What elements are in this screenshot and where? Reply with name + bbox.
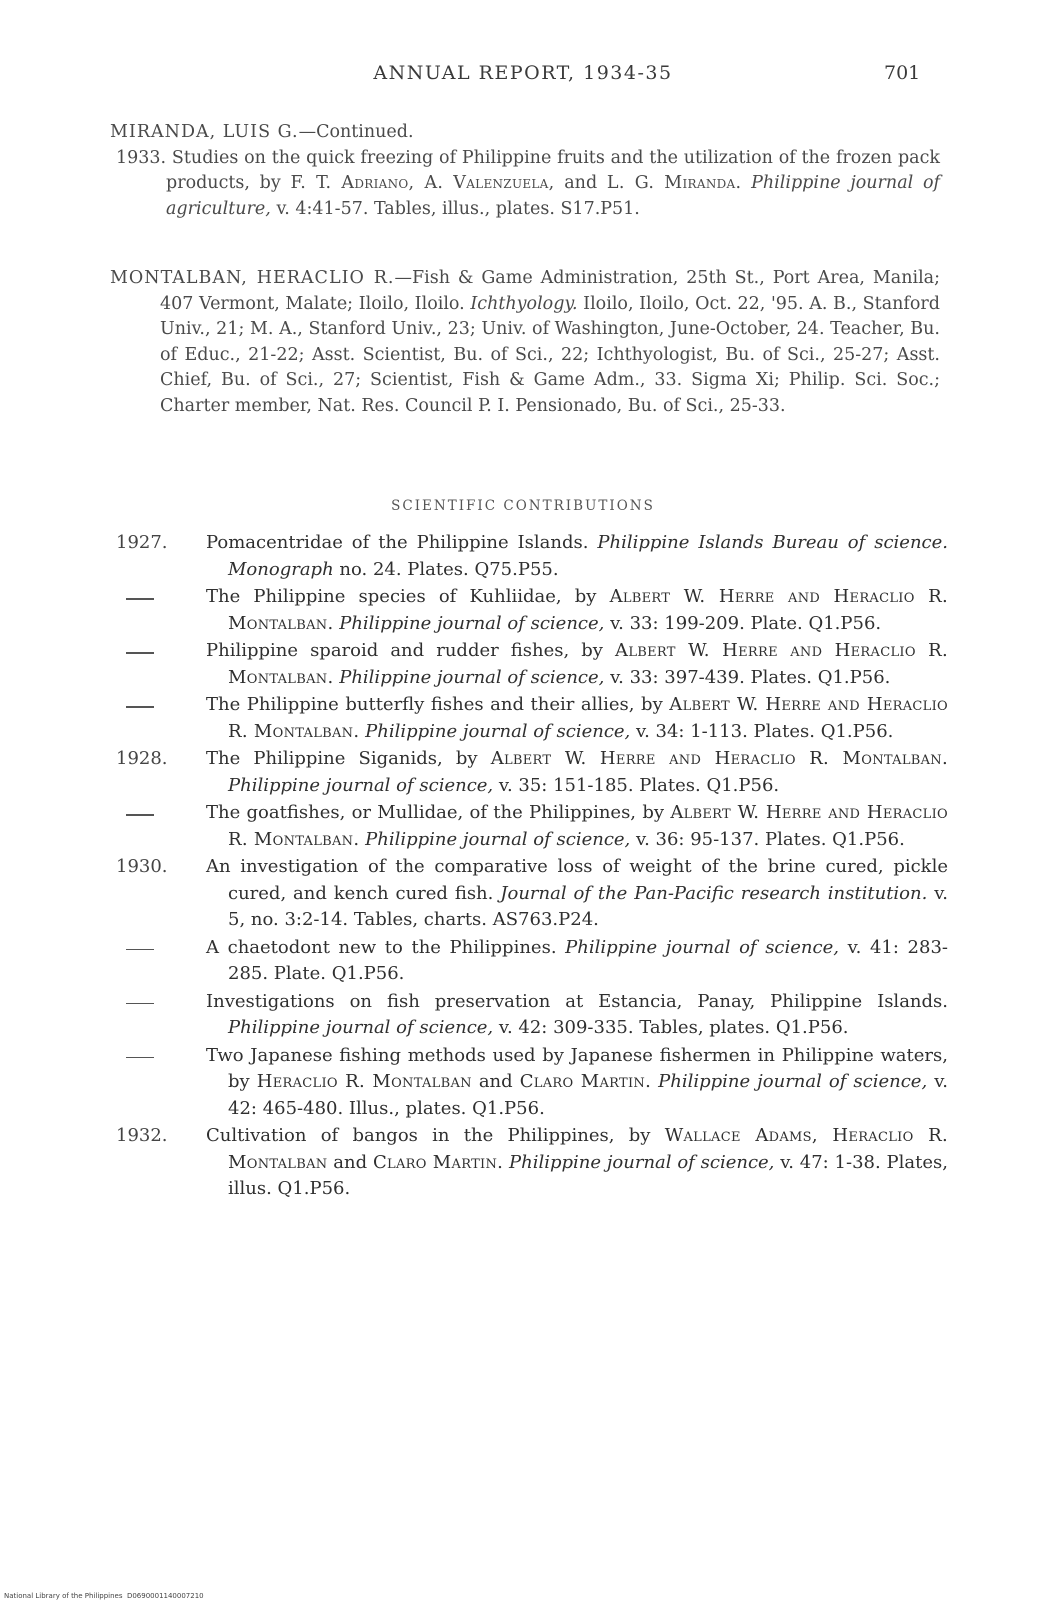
contribution-text xyxy=(206,530,948,583)
contribution-details: v. 41: 283-285. Plate. Q1.P56. xyxy=(228,936,948,984)
contribution-year: 1927. xyxy=(116,532,168,553)
contribution-journal: Philippine journal of science, xyxy=(339,612,605,634)
contribution-authors: Albert W. Herre and Heraclio R. Montalban. xyxy=(228,586,948,634)
person-name: MIRANDA, LUIS G. xyxy=(110,122,299,142)
ditto-dash xyxy=(126,1003,154,1005)
contribution-item xyxy=(116,692,948,745)
contribution-authors: Albert W. Herre and Heraclio R. Montalban. xyxy=(228,802,948,850)
contribution-item xyxy=(116,1123,948,1203)
contribution-details: v. 42: 309-335. Tables, plates. Q1.P56. xyxy=(498,1017,849,1038)
citation-and: and xyxy=(564,173,598,193)
contribution-text xyxy=(206,854,948,934)
entry-miranda-header xyxy=(110,120,940,146)
entry-montalban xyxy=(110,266,940,419)
contribution-authors-2: Claro Martin. xyxy=(372,1151,504,1173)
contribution-text xyxy=(206,800,948,853)
contribution-title: Investigations on fish preservation at Estancia, Panay, Philippine Islands. xyxy=(206,990,948,1012)
ditto-dash xyxy=(126,598,154,600)
contribution-title: Cultivation of bangos in the Philippines, by xyxy=(206,1125,651,1146)
contribution-journal: Philippine Islands Bureau of science. Monograph xyxy=(228,532,948,580)
contribution-title: The goatfishes, or Mullidae, of the Philippines, by xyxy=(206,802,665,823)
contribution-year: 1930. xyxy=(116,856,168,877)
citation-year: 1933. xyxy=(116,147,167,168)
contribution-details: v. 35: 151-185. Plates. Q1.P56. xyxy=(498,774,780,796)
contribution-journal: Philippine journal of science, xyxy=(228,1017,494,1038)
contribution-details: no. 24. Plates. Q75.P55. xyxy=(339,558,559,580)
contributions-list xyxy=(116,530,948,1204)
footer-credit: National Library of the Philippines xyxy=(4,1592,123,1600)
contribution-text xyxy=(206,935,948,988)
contribution-text xyxy=(206,584,948,637)
contribution-journal: Philippine journal of science, xyxy=(339,666,605,688)
footer-code: D0690001140007210 xyxy=(126,1592,204,1600)
citation-last-author: L. G. Miranda. xyxy=(606,173,742,193)
citation-authors: F. T. Adriano, A. Valenzuela, xyxy=(290,173,555,193)
contribution-journal: Philippine journal of science, xyxy=(565,936,839,958)
contribution-title: The Philippine butterfly fishes and their allies, by xyxy=(206,694,663,715)
contribution-details-2: v. 47: 1-38. Plates, illus. Q1.P56. xyxy=(228,1151,948,1199)
contribution-item xyxy=(116,638,948,691)
contribution-item xyxy=(116,1043,948,1123)
contribution-conjunction: and xyxy=(333,1151,368,1173)
contribution-year: 1932. xyxy=(116,1125,168,1146)
contribution-title: Two Japanese fishing methods used by Japanese fishermen in Philippine waters, by xyxy=(206,1044,948,1092)
contribution-journal: Philippine journal of science, xyxy=(365,720,631,742)
contribution-authors: Albert W. Herre and Heraclio R. Montalban. xyxy=(490,748,948,769)
citation-title: Studies on the quick freezing of Philippine fruits and the utilization of the frozen pack products, by xyxy=(166,147,940,193)
contribution-title: The Philippine Siganids, by xyxy=(206,748,478,769)
contribution-item xyxy=(116,584,948,637)
contribution-title: An investigation of the comparative loss of weight of the brine cured, pickle cured, and kench cured fish. xyxy=(206,856,948,904)
contribution-item xyxy=(116,530,948,583)
ditto-dash xyxy=(126,949,154,951)
contribution-details: v. 36: 95-137. Plates. Q1.P56. xyxy=(636,828,905,850)
contribution-authors-2: Claro Martin. xyxy=(519,1071,652,1092)
contribution-text xyxy=(206,989,948,1042)
citation-journal: Philippine journal of agriculture, xyxy=(166,173,940,219)
entry-miranda xyxy=(110,120,940,222)
contribution-journal: Philippine journal of science, xyxy=(365,828,631,850)
contribution-title: The Philippine species of Kuhliidae, by xyxy=(206,586,597,607)
contribution-text xyxy=(206,746,948,799)
contribution-journal-2: Philippine journal of science, xyxy=(658,1071,928,1092)
contribution-journal: Journal of the Pan-Pacific research institution. xyxy=(500,882,928,904)
montalban-bio xyxy=(110,266,940,419)
continued-note: —Continued. xyxy=(298,122,414,142)
contribution-details: v. 5, no. 3:2-14. Tables, charts. AS763.P24. xyxy=(228,882,948,930)
bio-part-b: Iloilo, Iloilo, Oct. 22, '95. A. B., Stanford Univ., 21; M. A., Stanford Univ., 23; Univ. of Washington, June-October, 24. Teacher, Bu. of Educ., 21-22; Asst. Scientist, Bu. of Sci., 22; Ichthyologist, Bu. of Sci., 25-27; Asst. Chief, Bu. of Sci., 27; Scientist, Fish & Game Adm., 33. Sigma Xi; Philip. Sci. Soc.; Charter member, Nat. Res. Council P. I. Pensionado, Bu. of Sci., 25-33. xyxy=(160,293,940,416)
citation-tail: v. 4:41-57. Tables, illus., plates. S17.P51. xyxy=(276,198,640,219)
footer xyxy=(4,1592,204,1600)
miranda-citation xyxy=(116,146,940,223)
ditto-dash xyxy=(126,706,154,708)
contribution-authors: Albert W. Herre and Heraclio R. Montalban. xyxy=(228,640,949,688)
running-head: ANNUAL REPORT, 1934-35 xyxy=(373,62,673,84)
contribution-text xyxy=(206,1123,948,1203)
contribution-year: 1928. xyxy=(116,748,168,769)
contribution-details-2: v. 42: 465-480. Illus., plates. Q1.P56. xyxy=(228,1071,948,1119)
contribution-item xyxy=(116,989,948,1042)
contribution-authors: Albert W. Herre and Heraclio R. Montalban. xyxy=(228,694,948,742)
contribution-text xyxy=(206,1043,948,1123)
contribution-details: v. 34: 1-113. Plates. Q1.P56. xyxy=(636,720,894,742)
bio-field: Ichthyology. xyxy=(470,293,578,314)
contribution-journal-2: Philippine journal of science, xyxy=(509,1151,775,1173)
contribution-item xyxy=(116,746,948,799)
contribution-conjunction: and xyxy=(478,1071,513,1092)
contribution-title: Pomacentridae of the Philippine Islands. xyxy=(206,532,589,553)
ditto-dash xyxy=(126,652,154,654)
contribution-journal: Philippine journal of science, xyxy=(228,774,494,796)
contribution-text xyxy=(206,692,948,745)
person-name: MONTALBAN, HERACLIO R. xyxy=(110,268,395,288)
ditto-dash xyxy=(126,1057,154,1059)
bio-part-a: —Fish & Game Administration, 25th St., Port Area, Manila; 407 Vermont, Malate; Iloilo, Iloilo. xyxy=(160,268,940,314)
contribution-item xyxy=(116,800,948,853)
contribution-title: A chaetodont new to the Philippines. xyxy=(206,936,557,958)
contribution-details: v. 33: 199-209. Plate. Q1.P56. xyxy=(610,612,882,634)
section-heading: SCIENTIFIC CONTRIBUTIONS xyxy=(391,498,655,514)
contribution-authors: Wallace Adams, Heraclio R. Montalban xyxy=(228,1125,948,1173)
contribution-item xyxy=(116,935,948,988)
ditto-dash xyxy=(126,814,154,816)
contribution-text xyxy=(206,638,948,691)
contribution-item xyxy=(116,854,948,934)
contribution-details: v. 33: 397-439. Plates. Q1.P56. xyxy=(610,666,891,688)
contribution-title: Philippine sparoid and rudder fishes, by xyxy=(206,640,603,661)
page-number: 701 xyxy=(884,62,921,84)
contribution-authors: Heraclio R. Montalban xyxy=(256,1071,472,1092)
